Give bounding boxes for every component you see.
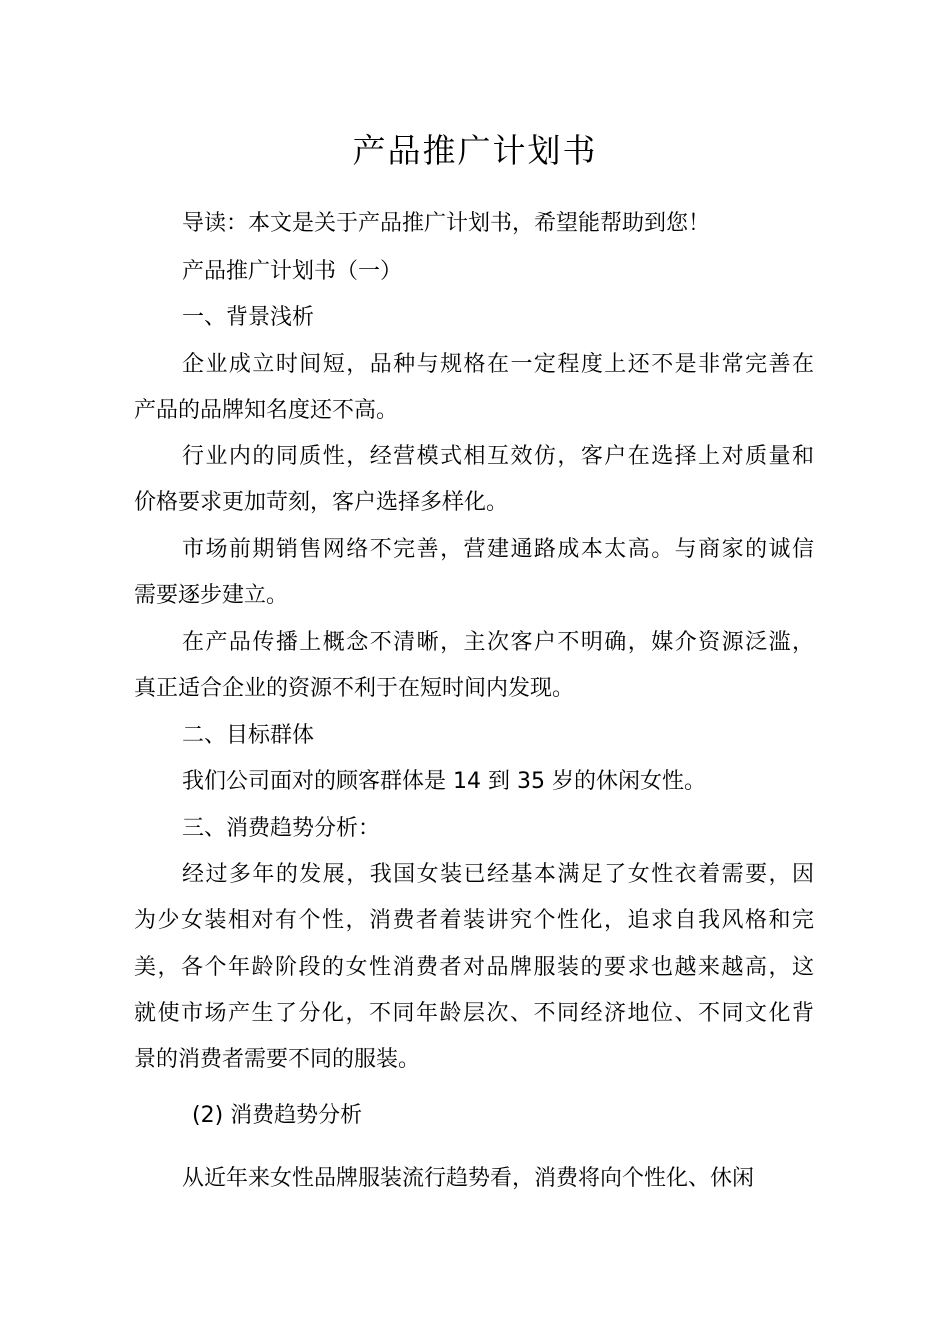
section-heading-background: 一、背景浅析 [182,305,315,330]
intro-line: 导读：本文是关于产品推广计划书，希望能帮助到您！ [182,211,711,236]
paragraph-line: 市场前期销售网络不完善，营建通路成本太高。与商家的诚信 [182,537,814,562]
paragraph-line: 为少女装相对有个性，消费者着装讲究个性化，追求自我风格和完 [134,908,814,933]
paragraph-line: 在产品传播上概念不清晰，主次客户不明确，媒介资源泛滥， [182,630,814,655]
document-title: 产品推广计划书 [352,131,598,170]
paragraph-line: 景的消费者需要不同的服装。 [134,1047,421,1072]
paragraph-line: 价格要求更加苛刻，客户选择多样化。 [134,490,509,515]
subsection-heading: (2) 消费趋势分析 [192,1103,363,1128]
paragraph-line: 需要逐步建立。 [134,583,289,608]
paragraph-line: 产品的品牌知名度还不高。 [134,398,399,423]
section-heading-consumption: 三、消费趋势分析： [182,816,381,841]
section-heading-target: 二、目标群体 [182,723,315,748]
section-heading-plan-1: 产品推广计划书（一） [182,259,403,284]
paragraph-line: 行业内的同质性，经营模式相互效仿，客户在选择上对质量和 [182,444,814,469]
paragraph-line: 经过多年的发展，我国女装已经基本满足了女性衣着需要，因 [182,862,814,887]
paragraph-line: 从近年来女性品牌服装流行趋势看，消费将向个性化、休闲 [182,1166,755,1191]
paragraph-line: 我们公司面对的顾客群体是 14 到 35 岁的休闲女性。 [182,769,706,794]
paragraph-line: 就使市场产生了分化，不同年龄层次、不同经济地位、不同文化背 [134,1001,814,1026]
paragraph-line: 真正适合企业的资源不利于在短时间内发现。 [134,676,575,701]
paragraph-line: 企业成立时间短，品种与规格在一定程度上还不是非常完善在 [182,352,814,377]
paragraph-line: 美，各个年龄阶段的女性消费者对品牌服装的要求也越来越高，这 [134,955,814,980]
